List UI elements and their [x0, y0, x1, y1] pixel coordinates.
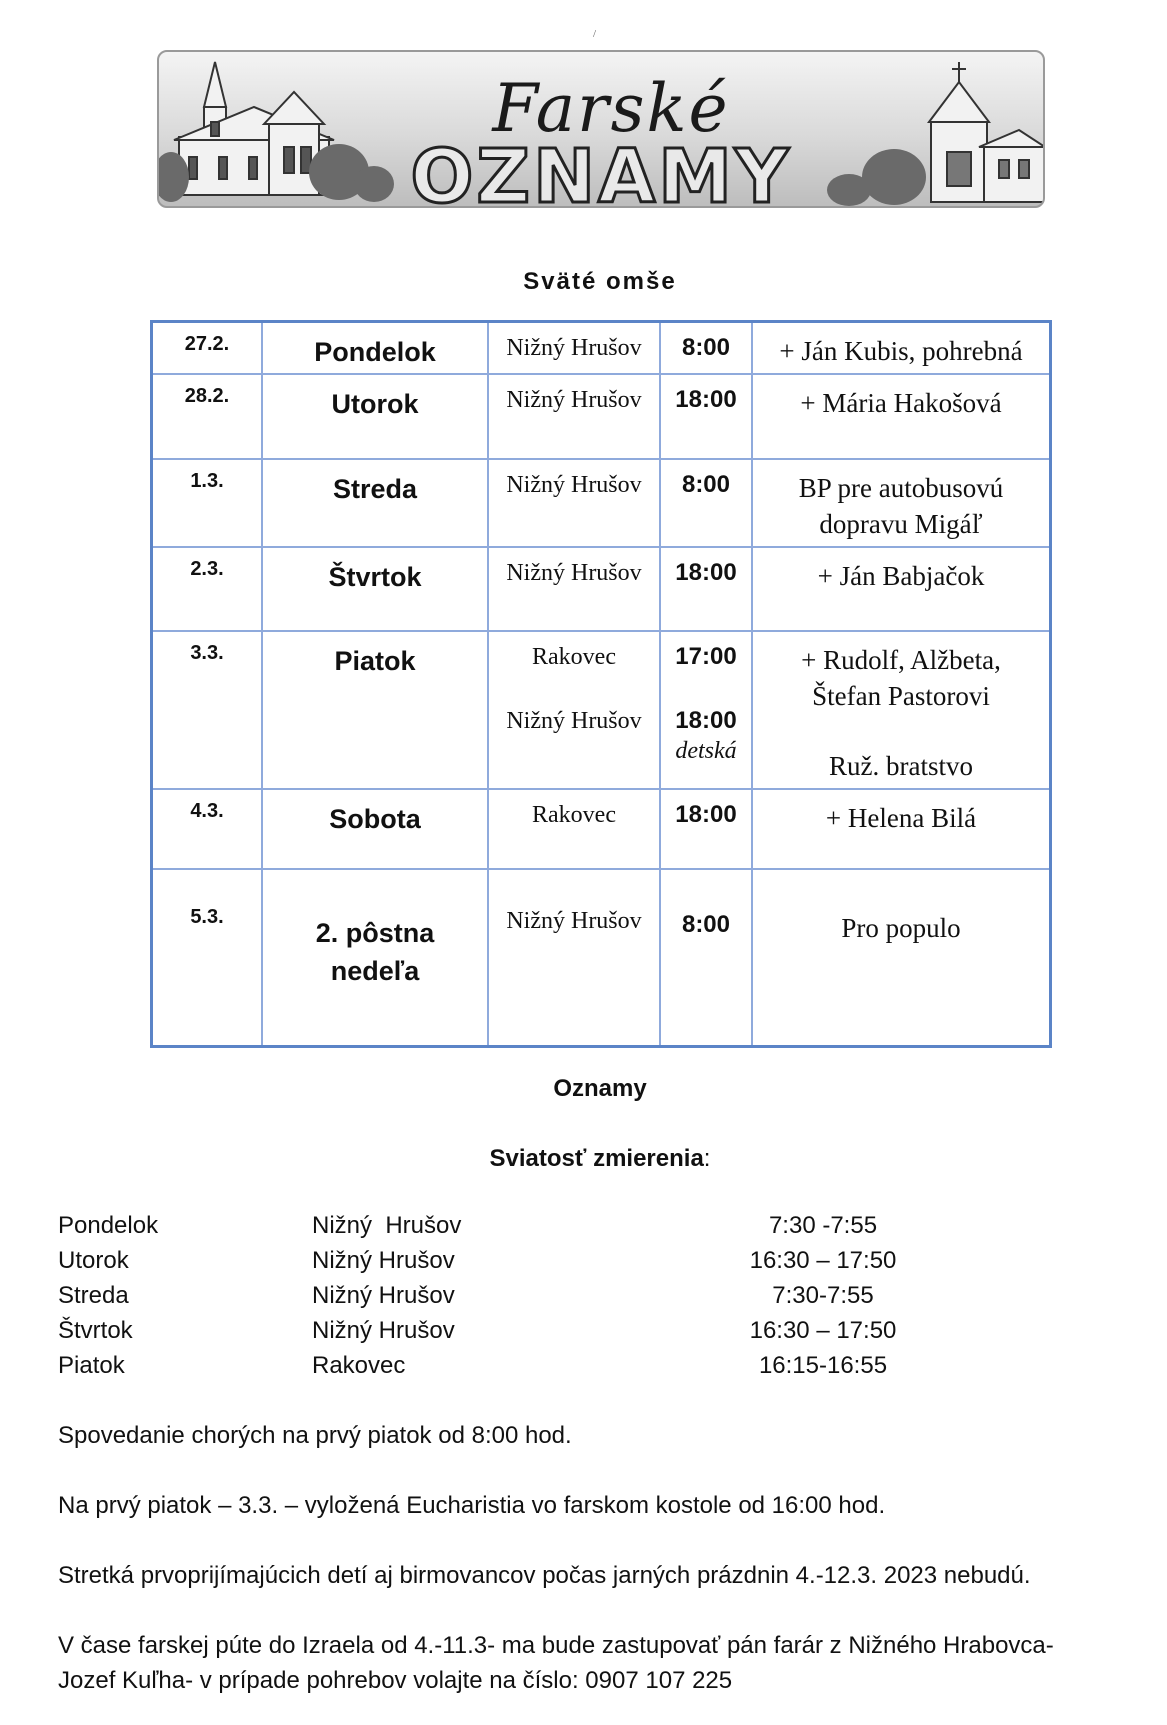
mass-day: Pondelok	[262, 322, 488, 374]
mass-place: Nižný Hrušov	[488, 322, 660, 374]
mass-day	[262, 869, 488, 1047]
announcement-paragraph: Stretká prvoprijímajúcich detí aj birmovancov počas jarných prázdnin 4.-12.3. 2023 nebudú.	[58, 1562, 1031, 1589]
banner-title-block: OZNAMY	[410, 134, 792, 208]
mass-place: Rakovec	[488, 789, 660, 869]
list-item	[58, 1212, 1108, 1247]
table-row	[152, 869, 1051, 1047]
table-row	[152, 459, 1051, 547]
mass-date: 2.3.	[152, 547, 263, 631]
mass-intention: + Mária Hakošová	[752, 374, 1051, 459]
mass-place-line: Nižný Hrušov	[506, 707, 642, 734]
mass-day: Piatok	[262, 631, 488, 789]
mass-intention: Pro populo	[752, 869, 1051, 1047]
mass-place	[488, 631, 660, 789]
confession-day: Utorok	[58, 1247, 129, 1274]
page-mark: /	[593, 28, 597, 40]
list-item	[58, 1352, 1108, 1387]
header-banner	[157, 50, 1045, 208]
table-row	[152, 547, 1051, 631]
announcement-paragraph	[58, 1628, 1148, 1698]
table-row	[152, 631, 1051, 789]
mass-place: Nižný Hrušov	[488, 869, 660, 1047]
confession-time: 16:15-16:55	[758, 1352, 888, 1379]
mass-day-line: nedeľa	[330, 955, 420, 986]
confession-title-colon: :	[703, 1145, 711, 1172]
mass-intention-line: Štefan Pastorovi	[812, 680, 990, 711]
mass-time: 18:00	[660, 789, 752, 869]
confession-time: 16:30 – 17:50	[749, 1317, 897, 1344]
table-row	[152, 374, 1051, 459]
confession-day: Piatok	[58, 1352, 125, 1379]
list-item	[58, 1317, 1108, 1352]
mass-day: Streda	[262, 459, 488, 547]
mass-time: 8:00	[660, 869, 752, 1047]
mass-time-line: 17:00	[675, 642, 737, 670]
mass-date: 4.3.	[152, 789, 263, 869]
confession-day: Streda	[58, 1282, 129, 1309]
confession-schedule	[58, 1212, 1108, 1387]
confession-time: 7:30 -7:55	[768, 1212, 878, 1239]
confession-place: Nižný Hrušov	[312, 1212, 462, 1239]
mass-schedule-table	[150, 320, 1052, 1048]
mass-intention: + Ján Babjačok	[752, 547, 1051, 631]
mass-date: 3.3.	[152, 631, 263, 789]
list-item	[58, 1247, 1108, 1282]
confession-time: 16:30 – 17:50	[749, 1247, 897, 1274]
confession-title	[0, 1145, 1167, 1173]
mass-time-note: detská	[675, 737, 737, 764]
confession-day: Pondelok	[58, 1212, 159, 1239]
announcement-paragraph: Spovedanie chorých na prvý piatok od 8:00 hod.	[58, 1422, 572, 1449]
announcement-line: Jozef Kuľha- v prípade pohrebov volajte na číslo: 0907 107 225	[58, 1667, 733, 1694]
mass-place: Nižný Hrušov	[488, 374, 660, 459]
announcement-line: V čase farskej púte do Izraela od 4.-11.3- ma bude zastupovať pán farár z Nižného Hrabovca-	[58, 1632, 1054, 1659]
mass-place: Nižný Hrušov	[488, 547, 660, 631]
confession-place: Nižný Hrušov	[312, 1317, 455, 1344]
mass-time: 8:00	[660, 322, 752, 374]
mass-day: Sobota	[262, 789, 488, 869]
announcement-paragraph: Na prvý piatok – 3.3. – vyložená Eucharistia vo farskom kostole od 16:00 hod.	[58, 1492, 886, 1519]
table-row	[152, 789, 1051, 869]
mass-intention	[752, 631, 1051, 789]
confession-title-text: Sviatosť zmierenia	[489, 1145, 704, 1172]
mass-intention-line: dopravu Migáľ	[819, 508, 983, 539]
mass-intention-line: BP pre autobusovú	[798, 472, 1004, 503]
table-row	[152, 322, 1051, 374]
mass-date: 5.3.	[152, 869, 263, 1047]
mass-intention-line: Ruž. bratstvo	[829, 750, 973, 781]
mass-time-line: 18:00	[675, 706, 737, 734]
confession-place: Rakovec	[312, 1352, 406, 1379]
confession-day: Štvrtok	[58, 1317, 133, 1344]
mass-day: Utorok	[262, 374, 488, 459]
mass-intention: + Helena Bilá	[752, 789, 1051, 869]
mass-day-line: 2. pôstna	[315, 917, 435, 948]
mass-intention-line: + Rudolf, Alžbeta,	[801, 644, 1001, 675]
confession-place: Nižný Hrušov	[312, 1282, 455, 1309]
confession-place: Nižný Hrušov	[312, 1247, 455, 1274]
list-item	[58, 1282, 1108, 1317]
mass-time	[660, 631, 752, 789]
mass-intention	[752, 459, 1051, 547]
mass-place: Nižný Hrušov	[488, 459, 660, 547]
mass-date: 27.2.	[152, 322, 263, 374]
announcements-title: Oznamy	[553, 1075, 647, 1102]
mass-date: 1.3.	[152, 459, 263, 547]
mass-day: Štvrtok	[262, 547, 488, 631]
mass-intention: + Ján Kubis, pohrebná	[752, 322, 1051, 374]
mass-time: 8:00	[660, 459, 752, 547]
mass-date: 28.2.	[152, 374, 263, 459]
mass-place-line: Rakovec	[532, 643, 616, 670]
mass-time: 18:00	[660, 547, 752, 631]
banner-title-script: Farské	[492, 70, 730, 147]
mass-schedule-title: Sväté omše	[523, 268, 677, 295]
confession-time: 7:30-7:55	[772, 1282, 874, 1309]
mass-time: 18:00	[660, 374, 752, 459]
